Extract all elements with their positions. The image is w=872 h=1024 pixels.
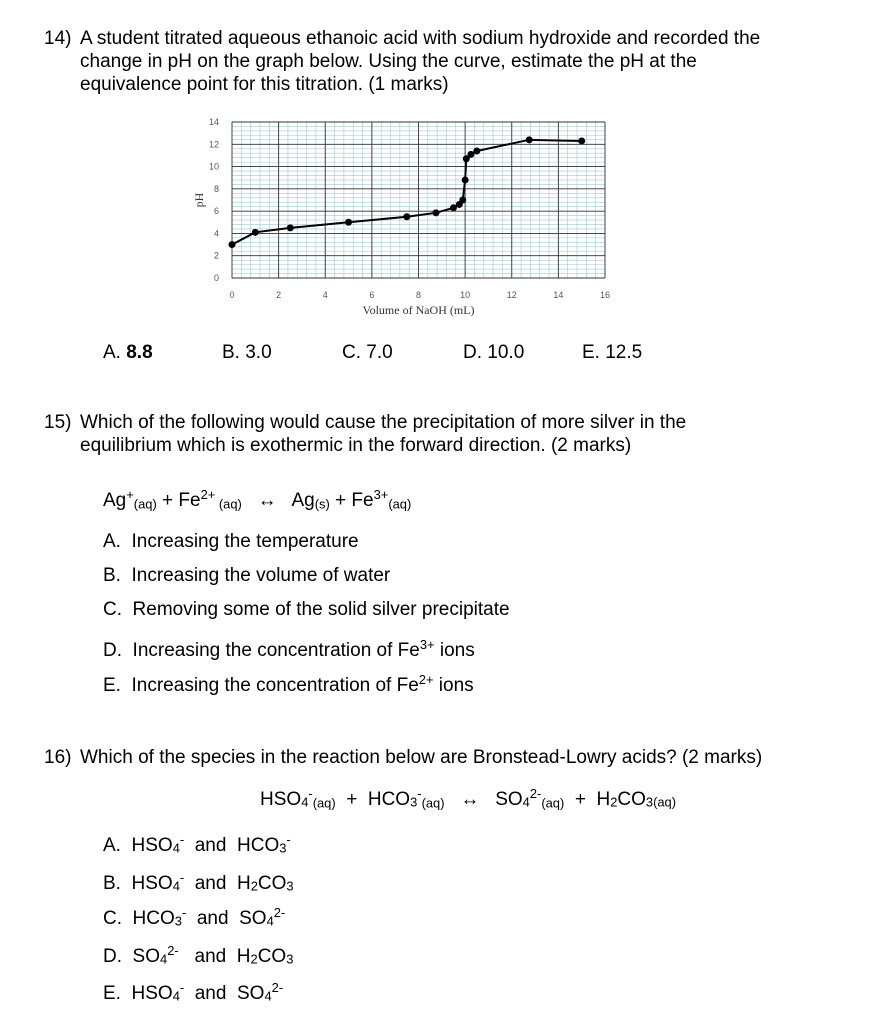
y-tick-label: 10 [208,161,219,172]
text-segment: A. HSO [103,835,173,857]
data-point [432,209,439,216]
question-16-number: 16) [44,747,72,768]
text-segment: C. HCO [103,908,175,930]
subscript: (aq) [421,795,445,811]
data-point [229,241,236,248]
subscript: 2 [250,951,258,967]
superscript: + [126,487,134,502]
superscript: - [286,832,291,847]
answer-value: 7.0 [366,342,393,363]
text-segment: CO [617,789,646,811]
superscript: 2- [271,980,284,995]
text-segment: + Fe [156,490,201,512]
subscript: 4 [160,951,168,967]
subscript: 3 [279,840,287,856]
x-tick-label: 8 [415,290,422,300]
superscript: - [417,786,422,801]
option-d[interactable] [103,939,293,971]
x-tick-label: 10 [460,290,471,300]
option-b[interactable] [103,866,294,898]
subscript: 2 [610,794,618,810]
subscript: 3(aq) [645,794,677,810]
text-segment: and SO [186,908,267,930]
subscript: 4 [266,913,274,929]
text-segment: A. Increasing the temperature [103,531,359,552]
text-segment: C. Removing some of the solid silver precipitate [103,599,510,620]
text-segment: and HCO [184,835,280,857]
text-segment: B. HSO [103,873,173,895]
question-15-line-2: equilibrium which is exothermic in the forward direction. (2 marks) [80,435,632,456]
answer-c[interactable] [342,341,393,364]
subscript: 4 [301,794,309,810]
x-tick-label: 14 [553,290,564,300]
question-14-line-1: A student titrated aqueous ethanoic acid with sodium hydroxide and recorded the [80,28,761,49]
x-tick-label: 16 [599,290,611,300]
text-segment: Ag [291,490,315,512]
question-14-number: 14) [44,28,72,49]
subscript: 4 [172,878,180,894]
superscript: - [179,980,185,995]
text-segment: D. SO [103,946,161,968]
answer-letter: C. [342,342,361,363]
data-point [473,147,480,154]
y-tick-label: 4 [213,228,219,239]
subscript: (aq) [388,496,412,512]
text-segment: ↔ [241,490,292,512]
x-tick-label: 12 [506,290,517,300]
answer-b[interactable] [222,341,272,364]
data-point [287,224,294,231]
option-e[interactable] [103,976,283,1008]
question-14-line-2: change in pH on the graph below. Using the curve, estimate the pH at the [80,51,697,72]
text-segment: ions [434,640,475,662]
acid-base-equation [260,782,676,815]
superscript: 2- [529,786,542,801]
data-point [403,213,410,220]
subscript: 2 [250,878,258,894]
subscript: 3 [174,913,182,929]
data-point [578,137,585,144]
text-segment: E. Increasing the concentration of Fe [103,675,419,697]
superscript: 3+ [373,487,389,502]
data-point [526,136,533,143]
superscript: 2+ [418,672,434,687]
question-15-number: 15) [44,412,72,433]
answer-value: 3.0 [245,342,272,363]
text-segment: and SO [184,983,265,1005]
superscript: - [308,786,313,801]
text-segment: D. Increasing the concentration of Fe [103,640,420,662]
x-tick-label: 2 [276,290,282,300]
subscript: 4 [264,988,272,1004]
text-segment: CO [257,946,287,968]
y-tick-label: 0 [213,273,219,283]
data-point [252,229,259,236]
text-segment: + Fe [329,490,374,512]
answer-d[interactable] [463,341,524,364]
text-segment: E. HSO [103,983,173,1005]
superscript: 2- [273,905,286,920]
subscript: 4 [172,840,180,856]
question-14-line-3: equivalence point for this titration. (1 marks) [80,74,449,95]
superscript: - [179,832,185,847]
answer-value: 12.5 [605,342,643,363]
y-tick-label: 2 [213,250,219,261]
data-point [462,176,469,183]
y-tick-label: 14 [208,117,219,127]
superscript: 2- [167,943,179,958]
answer-a[interactable] [103,341,153,364]
text-segment: + H [564,789,611,811]
answer-value: 8.8 [126,342,153,363]
text-segment: Ag [103,490,127,512]
superscript: - [179,870,185,885]
superscript: - [181,905,187,920]
text-segment: B. Increasing the volume of water [103,565,391,586]
superscript: 2+ [200,487,216,502]
titration-chart [190,110,620,320]
option-c[interactable] [103,598,510,621]
y-tick-label: 8 [213,183,219,194]
subscript: (aq) [312,795,336,811]
x-tick-label: 6 [369,290,375,300]
answer-letter: E. [582,342,600,363]
y-tick-label: 6 [213,206,219,217]
subscript: (aq) [541,795,565,811]
x-tick-label: 0 [229,290,235,300]
subscript: 4 [172,988,180,1004]
text-segment: and H [184,873,251,895]
text-segment: CO [257,873,287,895]
x-axis-label: Volume of NaOH (mL) [362,303,475,317]
y-axis-label: pH [192,192,206,208]
subscript: 3 [410,794,418,810]
option-a[interactable] [103,828,291,860]
answer-e[interactable] [582,341,642,364]
option-a[interactable] [103,530,359,553]
superscript: 3+ [419,637,435,652]
equilibrium-equation [103,483,411,516]
text-segment: HSO [260,789,302,811]
x-tick-label: 4 [322,290,328,300]
subscript: (s) [314,496,330,512]
data-point [459,197,466,204]
subscript: 3 [286,878,294,894]
option-d[interactable] [103,633,475,662]
answer-letter: D. [463,342,482,363]
question-15-line-1: Which of the following would cause the precipitation of more silver in the [80,412,687,433]
text-segment: and H [178,946,251,968]
text-segment: ↔ SO [444,789,523,811]
option-c[interactable] [103,901,285,933]
text-segment: ions [433,675,474,697]
option-e[interactable] [103,668,474,697]
text-segment: + HCO [335,789,411,811]
y-tick-label: 12 [208,139,219,150]
answer-value: 10.0 [487,342,525,363]
subscript: (aq) [133,496,157,512]
question-16-line-1: Which of the species in the reaction below are Bronstead-Lowry acids? (2 marks) [80,747,763,768]
subscript: 3 [286,951,294,967]
answer-letter: B. [222,342,240,363]
subscript: 4 [522,794,530,810]
data-point [345,219,352,226]
answer-letter: A. [103,342,121,363]
subscript: (aq) [215,496,242,512]
option-b[interactable] [103,564,390,587]
